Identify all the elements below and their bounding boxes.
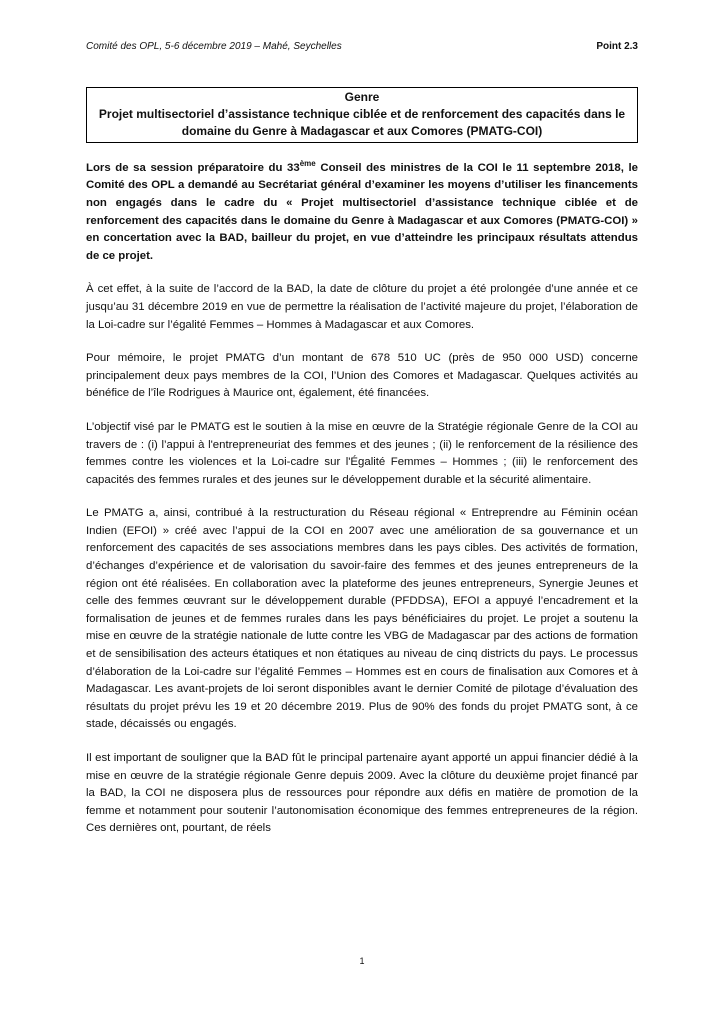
paragraph-extension: À cet effet, à la suite de l’accord de la BAD, la date de clôture du projet a été prolongée d’une année et ce jusqu’au 31 décembre 2019 en vue de permettre la réalisation de l’activité majeure du projet, l’élaboration de la Loi-cadre sur l’égalité Femmes – Hommes à Madagascar et aux Comores. [86,283,638,331]
intro-superscript: ème [299,159,316,168]
intro-paragraph [86,155,638,265]
header-meeting-info: Comité des OPL, 5-6 décembre 2019 – Mahé, Seychelles [86,41,342,52]
intro-text-end: Conseil des ministres de la COI le 11 septembre 2018, le Comité des OPL a demandé au Secrétariat général d’examiner les moyens d’utiliser les financements non engagés dans le cadre du « Projet multisectoriel d’assistance technique ciblée et de renforcement des capacités dans le domaine du Genre à Madagascar et aux Comores (PMATG-COI) » en concertation avec la BAD, bailleur du projet, en vue d’atteindre les principaux résultats attendus de ce projet. [86,161,638,262]
paragraph-budget: Pour mémoire, le projet PMATG d’un montant de 678 510 UC (près de 950 000 USD) concerne principalement deux pays membres de la COI, l’Union des Comores et Madagascar. Quelques activités au bénéfice de l’île Rodrigues à Maurice ont, également, été financées. [86,352,638,400]
title-project: Projet multisectoriel d’assistance technique ciblée et de renforcement des capacités dans le domaine du Genre à Madagascar et aux Comores (PMATG-COI) [98,107,626,138]
header-agenda-point: Point 2.3 [596,41,638,52]
page-number: 1 [359,956,365,966]
paragraph-achievements: Le PMATG a, ainsi, contribué à la restructuration du Réseau régional « Entreprendre au Féminin océan Indien (EFOI) » créé avec l’appui de la COI en 2007 avec une amélioration de sa gouvernance et un renforcement des capacités de ses associations membres dans les pays cibles. Des activités de formation, d’échanges d’expérience et de valorisation du savoir-faire des femmes et des jeunes entrepreneurs de la région ont été réalisées. En collaboration avec la plateforme des jeunes entrepreneurs, Synergie Jeunes et celle des femmes œuvrant sur le développement durable (PFDDSA), EFOI a appuyé l’encadrement et la formalisation de jeunes et de femmes rurales dans les pays bénéficiaires du projet. Le projet a soutenu la mise en œuvre de la stratégie nationale de lutte contre les VBG de Madagascar par des actions de formation et de sensibilisation des acteurs étatiques et non étatiques au niveau de cinq districts du pays. Le processus d’élaboration de la Loi-cadre sur l’égalité Femmes – Hommes est en cours de finalisation aux Comores et à Madagascar. Les avant-projets de loi seront disponibles avant le dernier Comité de pilotage d’évaluation des résultats du projet prévu les 19 et 20 décembre 2019. Plus de 90% des fonds du projet PMATG sont, à ce stade, décaissés ou engagés. [86,507,638,731]
intro-text-start: Lors de sa session préparatoire du 33 [86,161,300,174]
title-box [86,87,638,143]
paragraph-objective: L’objectif visé par le PMATG est le soutien à la mise en œuvre de la Stratégie régionale Genre de la COI au travers de : (i) l’appui à l'entrepreneuriat des femmes et des jeunes ; (ii) le renforcement de la résilience des femmes contre les violences et la Loi-cadre sur l'Égalité Femmes – Hommes ; (iii) le renforcement des capacités des femmes rurales et des jeunes sur le développement durable et la sécurité alimentaire. [86,420,638,486]
paragraph-bad-partner: Il est important de souligner que la BAD fût le principal partenaire ayant apporté un appui financier dédié à la mise en œuvre de la stratégie régionale Genre depuis 2009. Avec la clôture du deuxième projet financé par la BAD, la COI ne disposera plus de ressources pour répondre aux défis en matière de promotion de la femme et notamment pour soutenir l’autonomisation économique des femmes entrepreneures de la région. Ces dernières ont, pourtant, de réels [86,752,638,835]
title-topic: Genre [344,90,380,104]
page-header [86,41,638,52]
document-body [86,155,638,854]
